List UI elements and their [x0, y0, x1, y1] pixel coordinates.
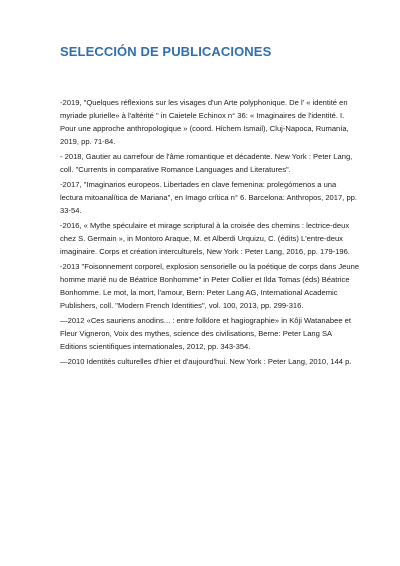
page-title: SELECCIÓN DE PUBLICACIONES — [60, 44, 272, 59]
publication-list — [60, 96, 360, 368]
publication-entry: - 2018, Gautier au carrefour de l'âme romantique et décadente. New York : Peter Lang, coll. "Currents in comparative Romance Languages and Literatures". — [60, 152, 353, 174]
publication-entry: -2019, "Quelques réflexions sur les visages d'un Arte polyphonique. De l' « identité en myriade plurielle» à l'altérité " in Caietele Echinox n° 36: « Imaginaires de l'identité. I. Pour une approche anthropologique » (coord. Hichem Ismail), Cluj-Napoca, Rumanía, 2019, pp. 71-84. — [60, 98, 349, 146]
publication-entry: -2017, "Imaginarios europeos. Libertades en clave femenina: prolegómenos a una lectura mitoanalítica de Mariana", en Imago crítica n° 6. Barcelona: Anthropos, 2017, pp. 33-54. — [60, 180, 357, 215]
publication-entry: -2013 "Foisonnement corporel, explosion sensorielle ou la poétique de corps dans Jeune homme marié nu de Béatrice Bonhomme" in Peter Collier et Ilda Tomas (éds) Béatrice Bonhomme. Le mot, la mort, l'amour, Bern: Peter Lang AG, International Academic Publishers, coll. "Modern French Identities", vol. 100, 2013, pp. 299-316. — [60, 262, 360, 310]
publication-entry: —2012 «Ces sauriens anodins... : entre folklore et hagiographie» in Kôji Watanabee et Fleur Vigneron, Voix des mythes, science des civilisations, Berne: Peter Lang SA Editions scientifiques internationales, 2012, pp. 343-354. — [60, 316, 351, 351]
publication-entry: —2010 Identités culturelles d'hier et d'aujourd'hui. New York : Peter Lang, 2010, 144 p. — [60, 357, 352, 366]
publication-entry: -2016, « Mythe spéculaire et mirage scriptural à la croisée des chemins : lectrice-deux chez S. Germain », in Montoro Araque, M. et Alberdi Urquizu, C. (édits) L'entre-deux imaginaire. Corps et création interculturels, New York : Peter Lang, 2016, pp. 179-196. — [60, 221, 350, 256]
